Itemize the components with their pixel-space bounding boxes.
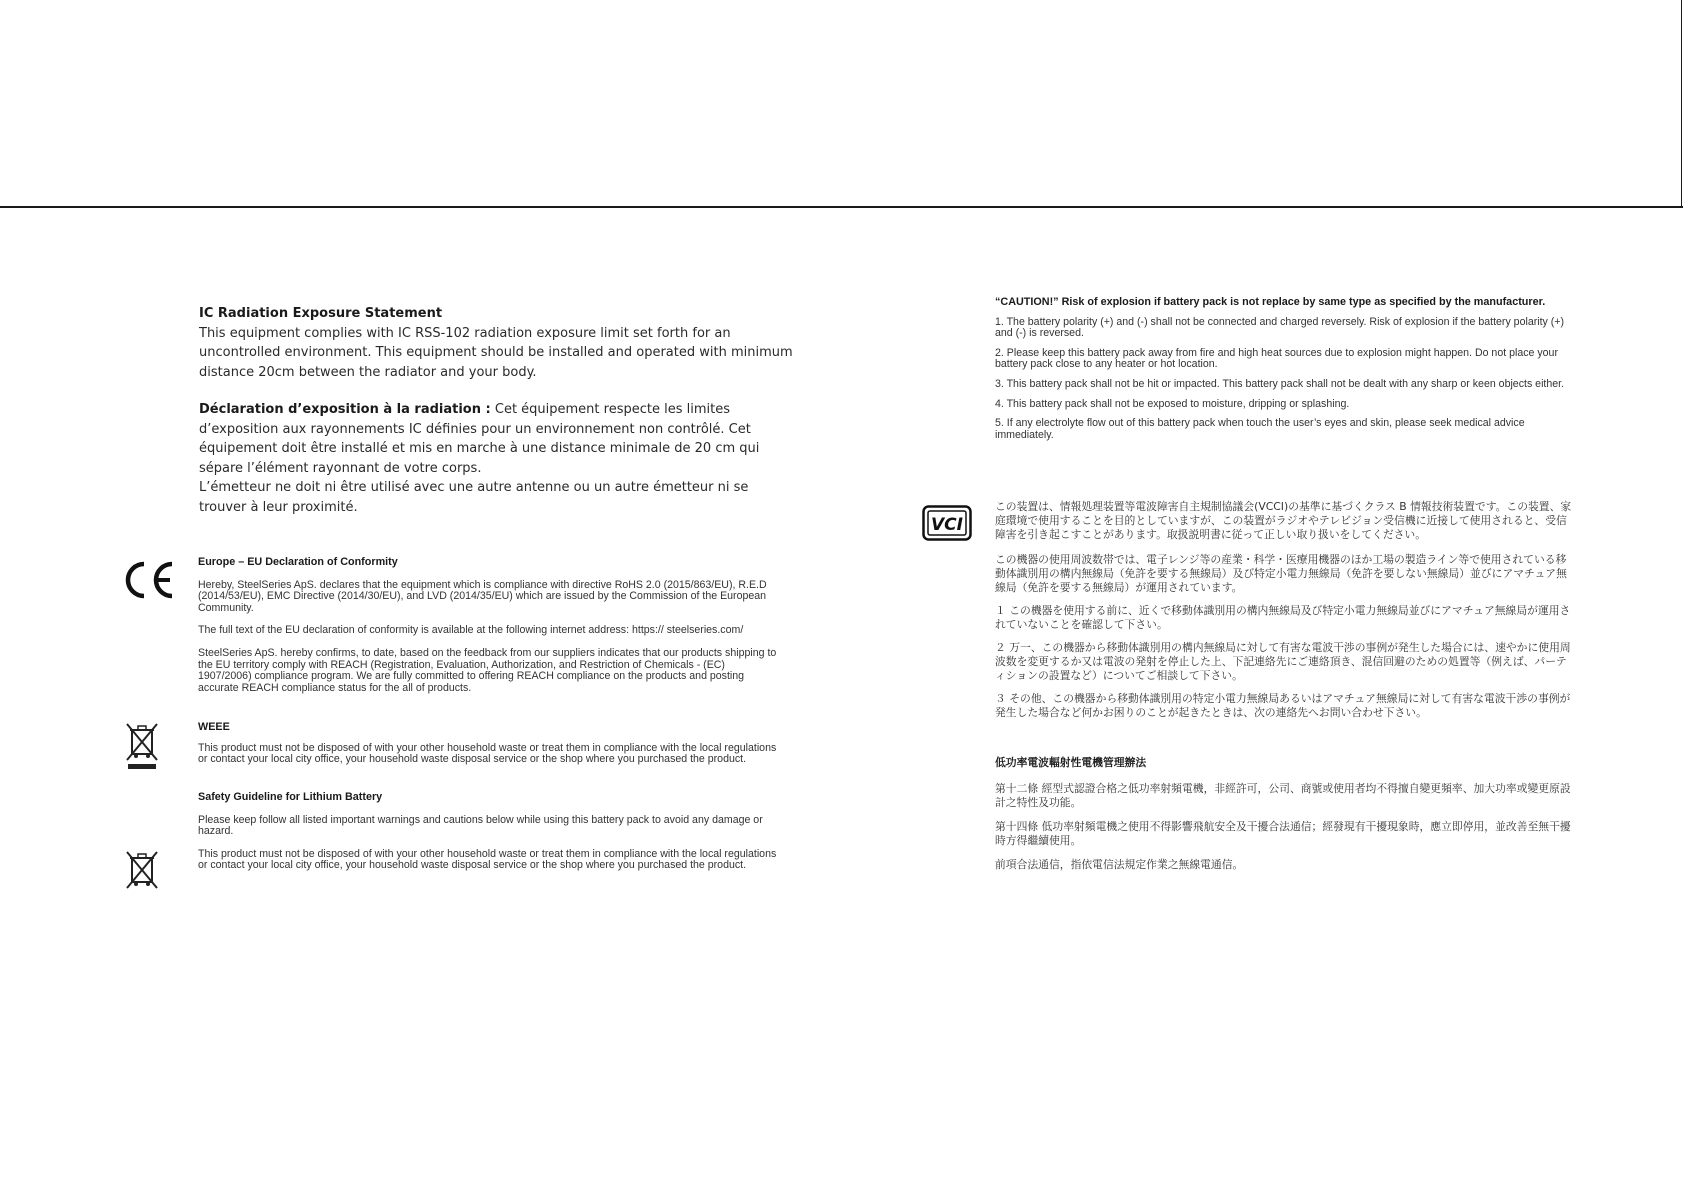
battery-guideline-section — [198, 792, 778, 872]
crossed-bin-icon — [124, 722, 160, 777]
taiwan-title: 低功率電波輻射性電機管理辦法 — [995, 756, 1147, 769]
japan-paragraph-1: この機器の使用周波数帯では、電子レンジ等の産業・科学・医療用機器のほか工場の製造ライン等で使用されている移動体識別用の構内無線局（免許を要する無線局）及び特定小電力無線局（免許を要しない無線局）並びにアマチュア無線局（免許を要する無線局）が運用されています。 — [995, 553, 1567, 594]
ic-radiation-section — [199, 304, 799, 517]
svg-text:VCI: VCI — [931, 515, 963, 535]
japan-paragraph-2: １ この機器を使用する前に、近くで移動体識別用の構内無線局及び特定小電力無線局並びにアマチュア無線局が運用されていないことを確認して下さい。 — [995, 604, 1571, 631]
weee-section — [198, 722, 778, 766]
japan-section — [995, 500, 1575, 720]
caution-item: 5. If any electrolyte flow out of this battery pack when touch the user’s eyes and skin, please seek medical advice immediately. — [995, 417, 1525, 441]
battery-title: Safety Guideline for Lithium Battery — [198, 791, 383, 803]
ce-mark-icon — [122, 560, 176, 605]
taiwan-paragraph-2: 第十四條 低功率射頻電機之使用不得影響飛航安全及干擾合法通信；經發現有干擾現象時，應立即停用，並改善至無干擾時方得繼續使用。 — [995, 820, 1571, 847]
battery-paragraph-1: Please keep follow all listed important warnings and cautions below while using this battery pack to avoid any damage or hazard. — [198, 813, 763, 838]
taiwan-paragraph-3: 前項合法通信，指依電信法規定作業之無線電通信。 — [995, 858, 1244, 871]
japan-paragraph-4: ３ その他、この機器から移動体識別用の特定小電力無線局あるいはアマチュア無線局に対して有害な電波干渉の事例が発生した場合など何かお困りのことが起きたときは、次の連絡先へお問い合わせ下さい。 — [995, 692, 1571, 719]
caution-item: 3. This battery pack shall not be hit or impacted. This battery pack shall not be dealt with any sharp or keen objects either. — [995, 377, 1565, 390]
eu-paragraph-1: Hereby, SteelSeries ApS. declares that the equipment which is compliance with directive RoHS 2.0 (2015/863/EU), R.E.D (2014/53/EU), EMC Directive (2014/30/EU), and LVD (2014/35/EU) which are issued by the Commission of the European Community. — [198, 578, 767, 614]
japan-paragraph-3: ２ 万一、この機器から移動体識別用の構内無線局に対して有害な電波干渉の事例が発生した場合には、速やかに使用周波数を変更するか又は電波の発射を停止した上、下記連絡先にご連絡頂き、混信回避のための処置等（例えば、パーティションの設置など）についてご相談して下さい。 — [995, 641, 1571, 682]
fr-title: Déclaration d’exposition à la radiation : — [199, 402, 491, 417]
eu-paragraph-3: SteelSeries ApS. hereby confirms, to date, based on the feedback from our suppliers indicates that our products shipping to the EU territory comply with REACH (Registration, Evaluation, Authorization, and Restriction of Chemicals - (EC) 1907/2006) compliance program. We are fully committed to offering REACH compliance on the products and posting accurate REACH compliance status for the all of products. — [198, 646, 777, 694]
taiwan-section — [995, 756, 1575, 872]
caution-title: “CAUTION!” Risk of explosion if battery pack is not replace by same type as specified by the manufacturer. — [995, 296, 1546, 308]
caution-item: 2. Please keep this battery pack away from fire and high heat sources due to explosion might happen. Do not place your battery pack close to any heater or hot location. — [995, 346, 1558, 371]
page-edge-line — [1681, 0, 1682, 208]
ic-title: IC Radiation Exposure Statement — [199, 306, 443, 321]
fr-body: Cet équipement respecte les limites d’exposition aux rayonnements IC définies pour un environnement non contrôlé. Cet équipement doit être installé et mis en marche à une distance minimale de 20 cm qui sépare l’élément rayonnant de votre corps. — [199, 402, 760, 476]
caution-section — [995, 297, 1575, 441]
fr-declaration — [199, 400, 799, 478]
caution-item: 4. This battery pack shall not be exposed to moisture, dripping or splashing. — [995, 397, 1350, 410]
eu-paragraph-2: The full text of the EU declaration of conformity is available at the following internet address: https:// steelseries.com/ — [198, 624, 744, 637]
weee-title: WEEE — [198, 721, 230, 733]
vcci-logo-icon — [922, 505, 972, 546]
battery-paragraph-2: This product must not be disposed of with your other household waste or treat them in compliance with the local regulations or contact your local city office, your household waste disposal service or the shop where you purchased the product. — [198, 847, 777, 872]
caution-item: 1. The battery polarity (+) and (-) shall not be connected and charged reversely. Risk of explosion if the battery polarity (+) and (-) is reversed. — [995, 315, 1565, 340]
vcci-paragraph: この装置は、情報処理装置等電波障害自主規制協議会(VCCI)の基準に基づくクラス B 情報技術装置です。この装置、家庭環境で使用することを目的としていますが、この装置がラジオやテレビジョン受信機に近接して使用されると、受信障害を引き起こすことがあります。取扱説明書に従って正しい取り扱いをしてください。 — [995, 500, 1572, 541]
horizontal-divider — [0, 206, 1683, 208]
fr-body-2: L’émetteur ne doit ni être utilisé avec une autre antenne ou un autre émetteur ni se trouver à leur proximité. — [199, 480, 749, 515]
ic-body: This equipment complies with IC RSS-102 radiation exposure limit set forth for an uncontrolled environment. This equipment should be installed and operated with minimum distance 20cm between the radiator and your body. — [199, 325, 793, 380]
taiwan-paragraph-1: 第十二條 經型式認證合格之低功率射頻電機，非經許可，公司、商號或使用者均不得擅自變更頻率、加大功率或變更原設計之特性及功能。 — [995, 782, 1571, 809]
eu-title: Europe – EU Declaration of Conformity — [198, 556, 398, 568]
crossed-bin-icon — [124, 850, 160, 895]
eu-declaration-section — [198, 557, 778, 694]
weee-paragraph: This product must not be disposed of with your other household waste or treat them in compliance with the local regulations or contact your local city office, your household waste disposal service or the shop where you purchased the product. — [198, 741, 777, 766]
